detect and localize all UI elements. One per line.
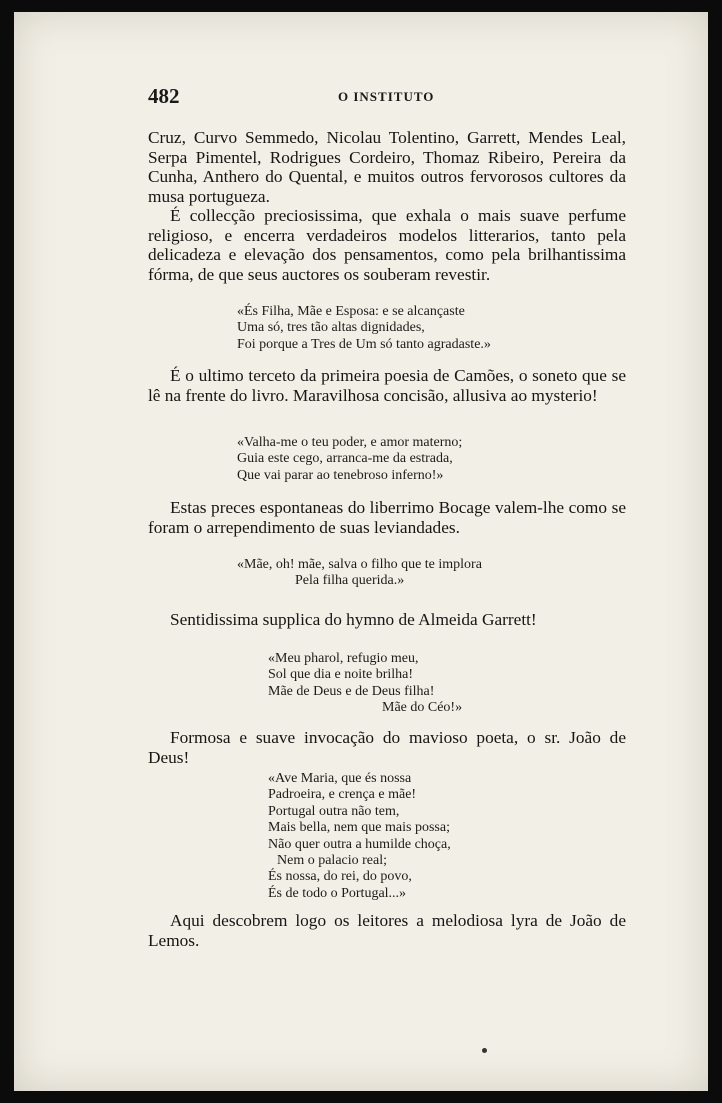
verse-line: Guia este cego, arranca-me da estrada,	[237, 451, 453, 467]
verse-line: «Mãe, oh! mãe, salva o filho que te implora	[237, 557, 482, 572]
verse-camoes	[237, 304, 491, 353]
paragraph-4: Estas preces espontaneas do liberrimo Bocage valem-lhe como se foram o arrependimento de suas leviandades.	[148, 498, 626, 537]
verse-joao-de-deus	[268, 771, 451, 902]
verse-line: «Meu pharol, refugio meu,	[268, 651, 419, 666]
verse-line: Mais bella, nem que mais possa;	[268, 820, 450, 836]
verse-line: Mãe de Deus e de Deus filha!	[268, 683, 435, 699]
verse-line: Não quer outra a humilde choça,	[268, 836, 451, 852]
verse-line: «Ave Maria, que és nossa	[268, 771, 412, 786]
page-header	[148, 84, 628, 110]
paragraph-2: É collecção preciosissima, que exhala o mais suave perfume religioso, e encerra verdadeiros modelos litterarios, tanto pela delicadeza e elevação dos pensamentos, como pela brilhantissima fórma, de que seus auctores os souberam revestir.	[148, 206, 626, 284]
paragraph-5: Sentidissima supplica do hymno de Almeida Garrett!	[170, 610, 537, 629]
verse-line: Nem o palacio real;	[277, 853, 388, 869]
verse-line: Padroeira, e crença e mãe!	[268, 787, 417, 803]
verse-garrett-2	[268, 651, 462, 717]
verse-line: Que vai parar ao tenebroso inferno!»	[237, 467, 444, 483]
verse-line: Foi porque a Tres de Um só tanto agradaste.»	[237, 336, 491, 352]
ink-speck	[482, 1048, 487, 1053]
verse-line: Uma só, tres tão altas dignidades,	[237, 320, 425, 336]
verse-line: «És Filha, Mãe e Esposa: e se alcançaste	[237, 304, 465, 319]
paragraph-3: É o ultimo terceto da primeira poesia de Camões, o soneto que se lê na frente do livro. Maravilhosa concisão, allusiva ao mysterio!	[148, 366, 626, 405]
page-number: 482	[148, 84, 180, 108]
verse-line: Portugal outra não tem,	[268, 803, 400, 819]
verse-line: «Valha-me o teu poder, e amor materno;	[237, 435, 463, 450]
verse-line: Mãe do Céo!»	[382, 700, 463, 716]
paragraph-7: Aqui descobrem logo os leitores a melodiosa lyra de João de Lemos.	[148, 911, 626, 950]
paragraph-1: Cruz, Curvo Semmedo, Nicolau Tolentino, Garrett, Mendes Leal, Serpa Pimentel, Rodrigues Cordeiro, Thomaz Ribeiro, Pereira da Cunha, Anthero do Quental, e muitos outros fervorosos cultores da musa portugueza.	[148, 128, 626, 206]
running-title: O INSTITUTO	[338, 89, 435, 104]
verse-line: Sol que dia e noite brilha!	[268, 667, 414, 683]
verse-garrett-1	[237, 557, 482, 590]
verse-line: És de todo o Portugal...»	[268, 885, 407, 901]
paragraph-6: Formosa e suave invocação do mavioso poeta, o sr. João de Deus!	[148, 728, 626, 767]
verse-line: És nossa, do rei, do povo,	[268, 869, 412, 885]
verse-bocage	[237, 435, 462, 484]
verse-line: Pela filha querida.»	[295, 573, 405, 589]
